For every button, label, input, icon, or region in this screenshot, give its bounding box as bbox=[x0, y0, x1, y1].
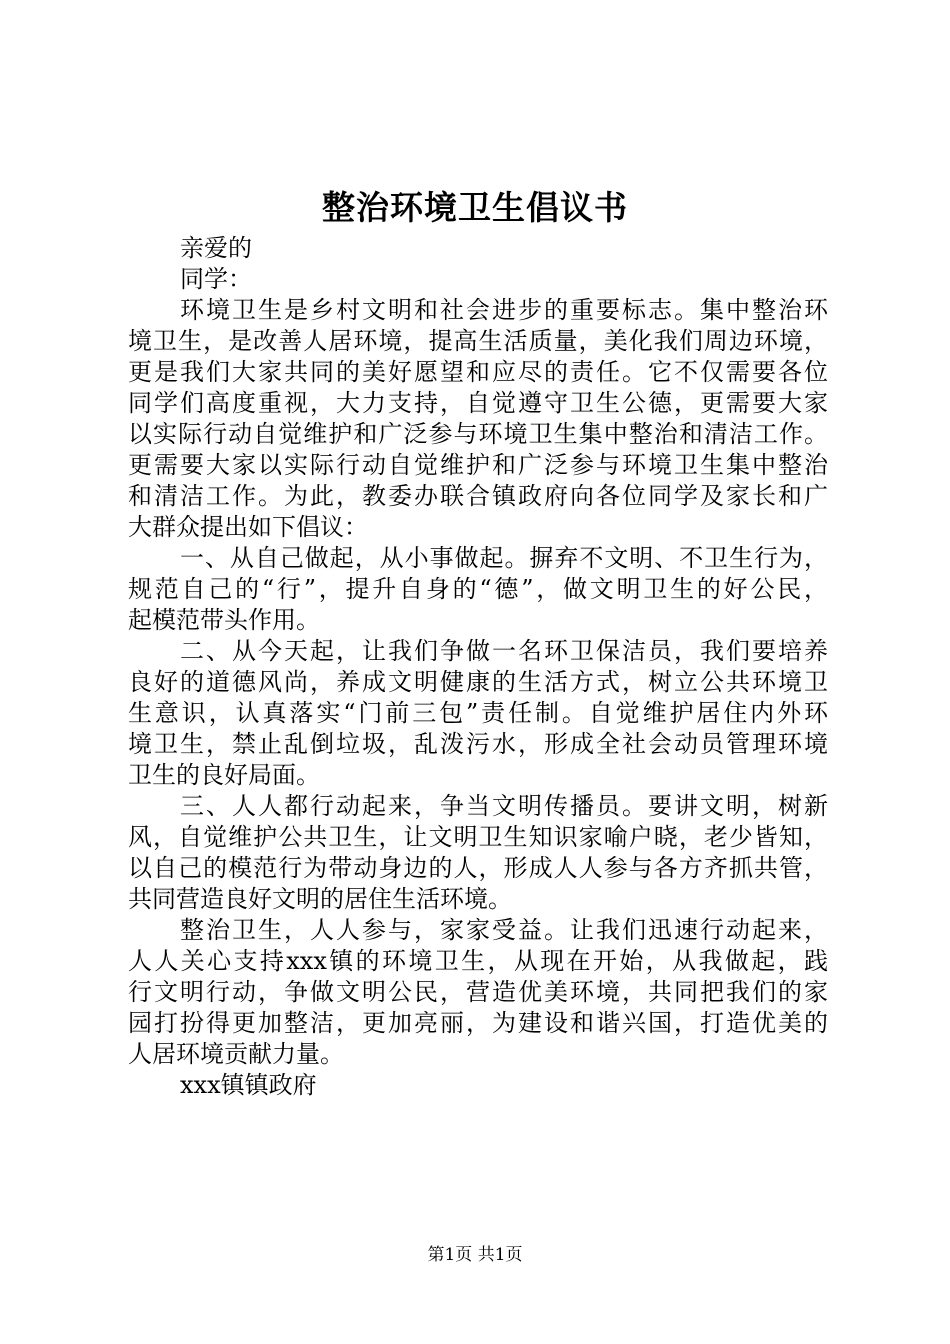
paragraph-line: 二、从今天起，让我们争做一名环卫保洁员，我们要培养 bbox=[180, 637, 828, 665]
paragraph-line: 行文明行动，争做文明公民，营造优美环境，共同把我们的家 bbox=[128, 978, 828, 1006]
signature: xxx镇镇政府 bbox=[180, 1071, 317, 1099]
paragraph-2 bbox=[128, 543, 828, 636]
paragraph-line: 境卫生，是改善人居环境，提高生活质量，美化我们周边环境， bbox=[128, 327, 828, 355]
paragraph-line: 环境卫生是乡村文明和社会进步的重要标志。集中整治环 bbox=[180, 296, 828, 324]
paragraph-line: 风，自觉维护公共卫生，让文明卫生知识家喻户晓，老少皆知， bbox=[128, 823, 828, 851]
paragraph-line: 三、人人都行动起来，争当文明传播员。要讲文明，树新 bbox=[180, 792, 828, 820]
paragraph-1 bbox=[128, 295, 828, 543]
paragraph-line: 良好的道德风尚，养成文明健康的生活方式，树立公共环境卫 bbox=[128, 668, 828, 696]
paragraph-line: 园打扮得更加整洁，更加亮丽，为建设和谐兴国，打造优美的 bbox=[128, 1009, 828, 1037]
paragraph-line: 卫生的良好局面。 bbox=[128, 761, 320, 789]
paragraph-line: 一、从自己做起，从小事做起。摒弃不文明、不卫生行为， bbox=[180, 544, 828, 572]
paragraph-line: 共同营造良好文明的居住生活环境。 bbox=[128, 885, 512, 913]
document-title: 整治环境卫生倡议书 bbox=[322, 188, 628, 227]
paragraph-3 bbox=[128, 636, 828, 791]
greeting-line-2: 同学： bbox=[180, 265, 252, 293]
paragraph-line: 以实际行动自觉维护和广泛参与环境卫生集中整治和清洁工作。 bbox=[128, 420, 828, 448]
paragraph-line: 境卫生，禁止乱倒垃圾，乱泼污水，形成全社会动员管理环境 bbox=[128, 730, 828, 758]
paragraph-line: 更是我们大家共同的美好愿望和应尽的责任。它不仅需要各位 bbox=[128, 358, 828, 386]
paragraph-line: 大群众提出如下倡议： bbox=[128, 513, 368, 541]
greeting-line-1: 亲爱的 bbox=[180, 234, 252, 262]
page-footer: 第1页 共1页 bbox=[427, 1245, 523, 1265]
paragraph-4 bbox=[128, 791, 828, 915]
paragraph-line: 整治卫生，人人参与，家家受益。让我们迅速行动起来， bbox=[180, 916, 828, 944]
paragraph-line: 规范自己的“行”，提升自身的“德”，做文明卫生的好公民， bbox=[128, 575, 828, 603]
paragraph-line: 以自己的模范行为带动身边的人，形成人人参与各方齐抓共管， bbox=[128, 854, 828, 882]
paragraph-line: 起模范带头作用。 bbox=[128, 606, 320, 634]
paragraph-line: 更需要大家以实际行动自觉维护和广泛参与环境卫生集中整治 bbox=[128, 451, 828, 479]
paragraph-5 bbox=[128, 915, 828, 1070]
paragraph-line: 人居环境贡献力量。 bbox=[128, 1040, 344, 1068]
document-body bbox=[128, 233, 828, 1101]
paragraph-line: 同学们高度重视，大力支持，自觉遵守卫生公德，更需要大家 bbox=[128, 389, 828, 417]
paragraph-line: 生意识，认真落实“门前三包”责任制。自觉维护居住内外环 bbox=[128, 699, 828, 727]
paragraph-line: 人人关心支持xxx镇的环境卫生，从现在开始，从我做起，践 bbox=[128, 947, 828, 975]
paragraph-line: 和清洁工作。为此，教委办联合镇政府向各位同学及家长和广 bbox=[128, 482, 828, 510]
